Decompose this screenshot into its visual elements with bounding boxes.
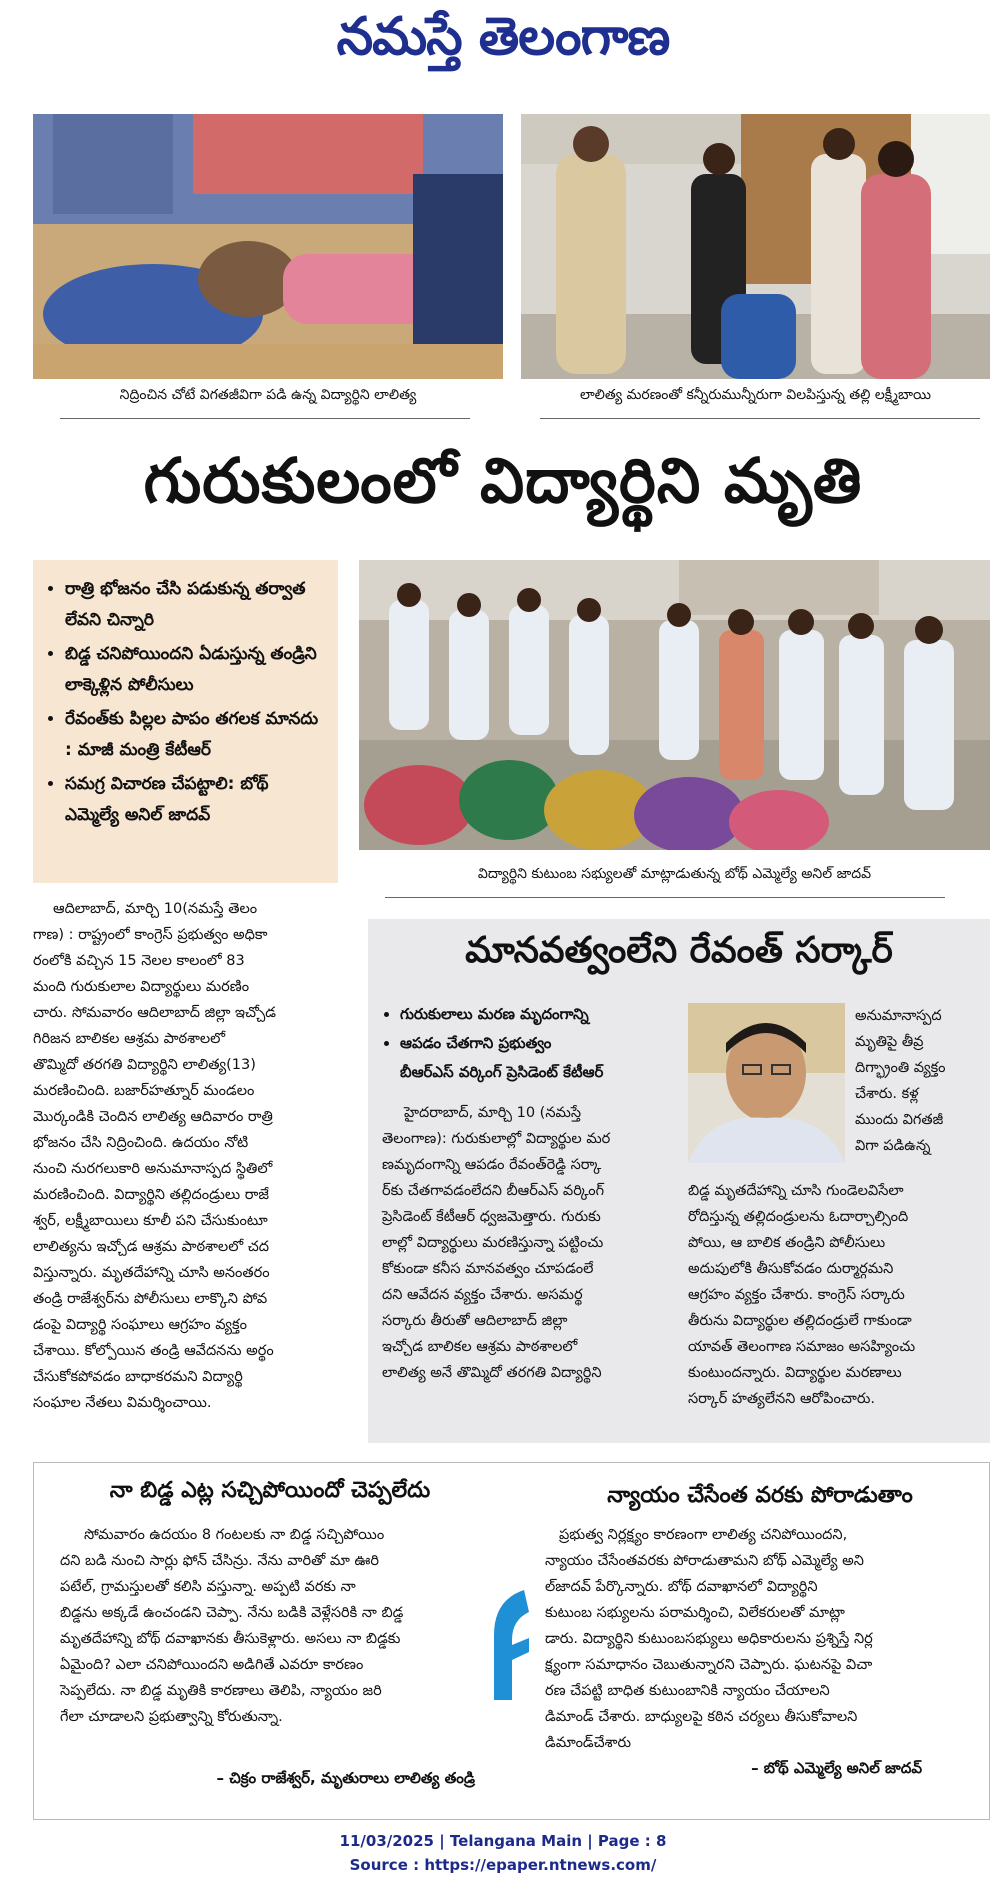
father-quote-signature: – చిక్రం రాజేశ్వర్, మృతురాలు లాలిత్య తండ్రి	[216, 1769, 475, 1787]
father-quote-line: దని బడి నుంచి సార్లు ఫోన్ చేసిన్రు. నేను వారితో మా ఊరి	[60, 1553, 379, 1569]
ktr-side-line: అనుమానాస్పద	[855, 1008, 942, 1024]
ktr-side-line: చేశారు. కళ్ల	[855, 1086, 919, 1102]
father-quote-line: గేలా చూడాలని ప్రభుత్వాన్ని కోరుతున్నా.	[60, 1709, 283, 1725]
ktr-story-line: ర్‌కు చేతగావడంలేదని బీఆర్‌ఎస్ వర్కింగ్	[382, 1183, 605, 1199]
highlight-item: • రేవంత్‌కు పిల్లల పాపం తగలక మానదు : మాజీ మంత్రి కేటీఆర్	[65, 704, 328, 766]
ktr-story-line: కుంటుందన్నారు. విద్యార్థుల మరణాలు	[688, 1365, 902, 1381]
main-story-line: గాణ) : రాష్ట్రంలో కాంగ్రెస్ ప్రభుత్వం అధికా	[33, 927, 268, 943]
headline: గురుకులంలో విద్యార్థిని మృతి	[143, 444, 863, 517]
main-story-line: రంలోకి వచ్చిన 15 నెలల కాలంలో 83	[33, 953, 245, 969]
ktr-side-line: దిగ్భ్రాంతి వ్యక్తం	[855, 1060, 946, 1076]
photo-student-sleeping-image	[33, 114, 503, 379]
mla-quote-heading: న్యాయం చేసేంత వరకు పోరాడుతాం	[607, 1483, 913, 1508]
main-story-line: గిరిజన బాలికల ఆశ్రమ పాఠశాలలో	[33, 1031, 226, 1047]
footer-edition: 11/03/2025 | Telangana Main | Page : 8	[339, 1832, 667, 1850]
photo-mother-crying	[521, 114, 990, 379]
father-quote-line: పటేల్, గ్రామస్తులతో కలిసి వస్తున్నా. అప్పటి వరకు నా	[60, 1579, 356, 1595]
ktr-bullet: బీఆర్‌ఎస్ వర్కింగ్ ప్రెసిడెంట్ కేటీఆర్	[400, 1063, 604, 1081]
ktr-story-line: బిడ్డ మృతదేహాన్ని చూసి గుండెలవిసేలా	[688, 1183, 904, 1199]
father-quote-line: బిడ్డను అక్కడే ఉంచండని చెప్పా. నేను బడికి వెళ్లేసరికి నా బిడ్డ	[60, 1605, 404, 1621]
ktr-story-col1	[382, 1100, 674, 1386]
mla-quote-line: డారు. విద్యార్థిని కుటుంబసభ్యులు అధికారులను ప్రశ్నిస్తే నిర్ల	[545, 1631, 873, 1647]
newspaper-logo-mark-image	[484, 1590, 534, 1700]
main-story-line: మొర్కండికి చెందిన లాలిత్య ఆదివారం రాత్రి	[33, 1109, 273, 1125]
highlight-item: • సమగ్ర విచారణ చేపట్టాలి: బోథ్ ఎమ్మెల్యే అనిల్ జాదవ్	[65, 769, 328, 831]
ktr-side-text	[855, 1003, 987, 1159]
ktr-bullets	[382, 1000, 690, 1087]
mla-quote-line: క్ష్యంగా సమాధానం చెబుతున్నారని చెప్పారు. ఘటనపై విచా	[545, 1657, 873, 1673]
ktr-subhead: మానవత్వంలేని రేవంత్ సర్కార్	[465, 930, 893, 971]
ktr-story-line: తెలంగాణ): గురుకులాల్లో విద్యార్థుల మర	[382, 1131, 611, 1147]
masthead: నమస్తే తెలంగాణ	[336, 6, 670, 67]
ktr-portrait	[688, 1003, 845, 1163]
caption-top-left: నిద్రించిన చోటే విగతజీవిగా పడి ఉన్న విద్యార్థిని లాలిత్య	[119, 387, 417, 403]
main-story-line: తొమ్మిదో తరగతి విద్యార్థిని లాలిత్య(13)	[33, 1057, 256, 1073]
ktr-bullet: • ఆపడం చేతగాని ప్రభుత్వం	[400, 1029, 690, 1058]
ktr-story-line: లాలిత్య అనే తొమ్మిదో తరగతి విద్యార్థిని	[382, 1365, 602, 1381]
photo-mla-with-family-image	[359, 560, 990, 850]
main-story-line: మంది గురుకులాల విద్యార్థులు మరణిం	[33, 979, 250, 995]
ktr-story-line: ఆగ్రహం వ్యక్తం చేశారు. కాంగ్రెస్ సర్కారు	[688, 1287, 905, 1303]
main-story-line: నుంచి నురగలుకారి అనుమానాస్పద స్థితిలో	[33, 1161, 273, 1177]
mla-quote-line: ల్‌జాదవ్ పేర్కొన్నారు. బోథ్ దవాఖానలో విద్యార్థిని	[545, 1579, 818, 1595]
main-story-line: మరణించింది. బజార్‌హత్నూర్ మండలం	[33, 1083, 255, 1099]
mla-quote-line: డిమాండ్‌చేశారు	[545, 1735, 632, 1751]
mla-quote-line: న్యాయం చేసేంతవరకు పోరాడుతామని బోథ్ ఎమ్మెల్యే అని	[545, 1553, 864, 1569]
main-story-line: చారు. సోమవారం ఆదిలాబాద్ జిల్లా ఇచ్చోడ	[33, 1005, 277, 1021]
father-quote-line: ఏమైంది? ఎలా చనిపోయిందని అడిగితే ఎవరూ కారణం	[60, 1657, 364, 1673]
caption-rule-left	[60, 418, 470, 419]
main-story-line: మరణించింది. విద్యార్థిని తల్లిదండ్రులు రాజే	[33, 1187, 269, 1203]
ktr-bullet: • గురుకులాలు మరణ మృదంగాన్ని	[400, 1000, 690, 1029]
main-story	[33, 896, 338, 1416]
photo-mla-with-family	[359, 560, 990, 850]
main-story-line: చేశాయి. కోల్పోయిన తండ్రి ఆవేదనను అర్థం	[33, 1343, 274, 1359]
caption-middle: విద్యార్థిని కుటుంబ సభ్యులతో మాట్లాడుతున్న బోథ్ ఎమ్మెల్యే అనిల్ జాదవ్	[477, 866, 872, 882]
highlights-box	[33, 560, 338, 883]
main-story-line: భోజనం చేసి నిద్రించింది. ఉదయం నోటి	[33, 1135, 249, 1151]
ktr-story-col2	[688, 1178, 980, 1412]
ktr-story-line: లాల్లో విద్యార్థులు మరణిస్తున్నా పట్టించు	[382, 1235, 604, 1251]
main-story-line: సంఘాల నేతలు విమర్శించాయి.	[33, 1395, 212, 1411]
father-quote-line: సెప్పలేదు. నా బిడ్డ మృతికి కారణాలు తెలిపి, న్యాయం జరి	[60, 1683, 382, 1699]
ktr-side-line: విగా పడిఉన్న	[855, 1138, 931, 1154]
main-story-line: ఆదిలాబాద్, మార్చి 10(నమస్తే తెలం	[53, 901, 258, 917]
ktr-story-line: హైదరాబాద్, మార్చి 10 (నమస్తే	[404, 1105, 582, 1121]
main-story-line: తండ్రి రాజేశ్వర్‌ను పోలీసులు లాక్కొని పోవ	[33, 1291, 268, 1307]
father-quote-line: సోమవారం ఉదయం 8 గంటలకు నా బిడ్డ సచ్చిపోయిం	[84, 1527, 385, 1543]
main-story-line: డంపై విద్యార్థి సంఘాలు ఆగ్రహం వ్యక్తం	[33, 1317, 247, 1333]
ktr-story-line: యావత్ తెలంగాణ సమాజం అసహ్యించు	[688, 1339, 916, 1355]
photo-student-sleeping	[33, 114, 503, 379]
ktr-side-line: మృతిపై తీవ్ర	[855, 1034, 924, 1050]
main-story-line: శ్వర్, లక్ష్మీబాయిలు కూలీ పని చేసుకుంటూ	[33, 1213, 268, 1229]
mla-quote-line: కుటుంబ సభ్యులను పరామర్శించి, విలేకరులతో మాట్లా	[545, 1605, 845, 1621]
ktr-story-line: ఇచ్చోడ బాలికల ఆశ్రమ పాఠశాలలో	[382, 1339, 578, 1355]
mla-quote-line: డిమాండ్ చేశారు. బాధ్యులపై కఠిన చర్యలు తీసుకోవాలని	[545, 1709, 858, 1725]
footer-source: Source : https://epaper.ntnews.com/	[349, 1856, 657, 1874]
highlights-list	[47, 574, 328, 831]
ktr-story-line: సర్కారు తీరుతో ఆదిలాబాద్ జిల్లా	[382, 1313, 568, 1329]
caption-rule-middle	[385, 897, 945, 898]
main-story-line: చేసుకోకపోవడం బాధాకరమని విద్యార్థి	[33, 1369, 243, 1385]
main-story-line: విస్తున్నారు. మృతదేహాన్ని చూసి అనంతరం	[33, 1265, 270, 1281]
highlight-item: • రాత్రి భోజనం చేసి పడుకున్న తర్వాత లేవని చిన్నారి	[65, 574, 328, 636]
father-quote-line: మృతదేహాన్ని బోథ్ దవాఖానకు తీసుకెళ్లారు. అసలు నా బిడ్డకు	[60, 1631, 401, 1647]
ktr-story-line: పోయి, ఆ బాలిక తండ్రిని పోలీసులు	[688, 1235, 886, 1251]
father-quote-heading: నా బిడ్డ ఎట్ల సచ్చిపోయిందో చెప్పలేదు	[109, 1478, 431, 1503]
ktr-side-line: ముందు విగతజీ	[855, 1112, 944, 1128]
ktr-story-line: రోదిస్తున్న తల్లిదండ్రులను ఓదార్చాల్సింది	[688, 1209, 909, 1225]
ktr-story-line: దని ఆవేదన వ్యక్తం చేశారు. అసమర్థ	[382, 1287, 583, 1303]
photo-mother-crying-image	[521, 114, 990, 379]
newspaper-logo-mark	[484, 1590, 534, 1700]
mla-quote-line: ప్రభుత్వ నిర్లక్ష్యం కారణంగా లాలిత్య చనిపోయిందని,	[559, 1527, 848, 1543]
mla-quote-signature: – బోథ్ ఎమ్మెల్యే అనిల్ జాదవ్	[751, 1759, 922, 1777]
ktr-story-line: కోకుండా కనీస మానవత్వం చూపడంలే	[382, 1261, 594, 1277]
mla-quote-text	[545, 1522, 965, 1756]
father-quote-text	[60, 1522, 475, 1730]
ktr-story-line: ప్రెసిడెంట్ కేటీఆర్ ధ్వజమెత్తారు. గురుకు	[382, 1209, 601, 1225]
ktr-story-line: ణమృదంగాన్ని ఆపడం రేవంత్‌రెడ్డి సర్కా	[382, 1157, 602, 1173]
ktr-story-line: అదుపులోకి తీసుకోవడం దుర్మార్గమని	[688, 1261, 894, 1277]
caption-rule-right	[540, 418, 980, 419]
ktr-portrait-image	[688, 1003, 845, 1163]
main-story-line: లాలిత్యను ఇచ్చోడ ఆశ్రమ పాఠశాలలో చద	[33, 1239, 269, 1255]
highlight-item: • బిడ్డ చనిపోయిందని ఏడుస్తున్న తండ్రిని లాక్కెళ్లిన పోలీసులు	[65, 639, 328, 701]
ktr-story-line: తీరును విద్యార్థుల తల్లిదండ్రులే గాకుండా	[688, 1313, 912, 1329]
mla-quote-line: రణ చేపట్టి బాధిత కుటుంబానికి న్యాయం చేయాలని	[545, 1683, 830, 1699]
caption-top-right: లాలిత్య మరణంతో కన్నీరుమున్నీరుగా విలపిస్తున్న తల్లి లక్ష్మీబాయి	[580, 387, 931, 403]
ktr-story-line: సర్కార్ హత్యలేనని ఆరోపించారు.	[688, 1391, 876, 1407]
